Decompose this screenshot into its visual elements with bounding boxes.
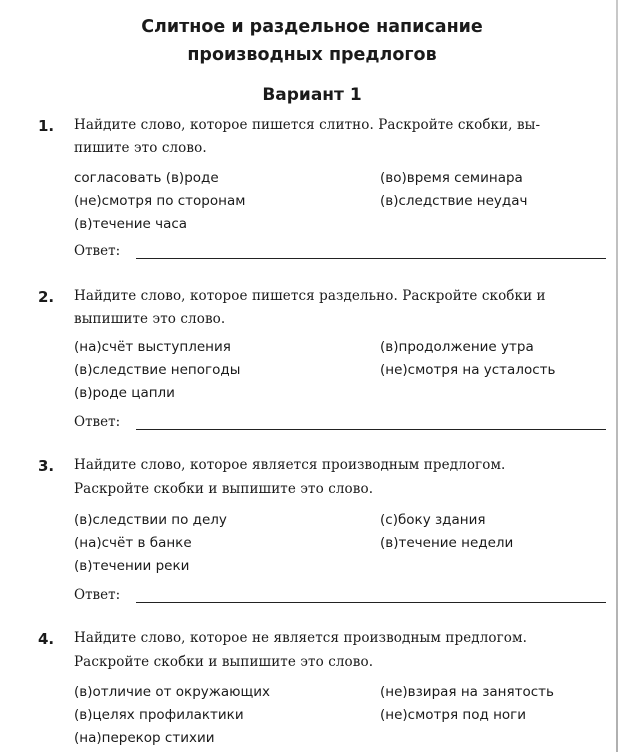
title-line-1: Слитное и раздельное написание	[141, 17, 483, 37]
task-question-line: Найдите слово, которое не является производным предлогом.	[74, 630, 528, 646]
task-question-line: Раскройте скобки и выпишите это слово.	[74, 654, 374, 670]
answer-option: (с)боку здания	[380, 512, 486, 528]
answer-option: (в)целях профилактики	[74, 707, 244, 723]
page-edge	[616, 0, 618, 752]
answer-option: (в)следствии по делу	[74, 512, 227, 528]
answer-line[interactable]	[136, 258, 606, 259]
task-question-line: Найдите слово, которое пишется раздельно. Раскройте скобки и	[74, 288, 546, 304]
task-question-line: Найдите слово, которое является производным предлогом.	[74, 457, 506, 473]
answer-option: (в)отличие от окружающих	[74, 684, 271, 700]
answer-label: Ответ:	[74, 587, 121, 603]
task-number: 2.	[38, 288, 55, 306]
answer-option: (в)течение часа	[74, 216, 188, 232]
task-question-line: Найдите слово, которое пишется слитно. Раскройте скобки, вы-	[74, 117, 541, 133]
answer-option: (в)течение недели	[380, 535, 514, 551]
answer-line[interactable]	[136, 429, 606, 430]
task-number: 4.	[38, 630, 55, 648]
answer-label: Ответ:	[74, 243, 121, 259]
answer-option: (в)следствие неудач	[380, 193, 528, 209]
answer-option: (на)счёт выступления	[74, 339, 231, 355]
answer-option: согласовать (в)роде	[74, 170, 219, 186]
answer-option: (не)смотря под ноги	[380, 707, 527, 723]
title-line-2: производных предлогов	[187, 45, 437, 65]
variant-heading: Вариант 1	[262, 85, 362, 105]
answer-option: (в)роде цапли	[74, 385, 175, 401]
answer-option: (на)перекор стихии	[74, 730, 215, 746]
task-question-line: выпишите это слово.	[74, 311, 226, 327]
answer-option: (не)смотря на усталость	[380, 362, 556, 378]
answer-label: Ответ:	[74, 414, 121, 430]
task-number: 1.	[38, 117, 55, 135]
task-question-line: пишите это слово.	[74, 140, 207, 156]
answer-option: (во)время семинара	[380, 170, 523, 186]
task-question-line: Раскройте скобки и выпишите это слово.	[74, 481, 374, 497]
answer-option: (не)смотря по сторонам	[74, 193, 246, 209]
answer-option: (в)следствие непогоды	[74, 362, 241, 378]
answer-line[interactable]	[136, 602, 606, 603]
answer-option: (в)течении реки	[74, 558, 190, 574]
answer-option: (на)счёт в банке	[74, 535, 192, 551]
answer-option: (в)продолжение утра	[380, 339, 534, 355]
task-number: 3.	[38, 457, 55, 475]
answer-option: (не)взирая на занятость	[380, 684, 554, 700]
